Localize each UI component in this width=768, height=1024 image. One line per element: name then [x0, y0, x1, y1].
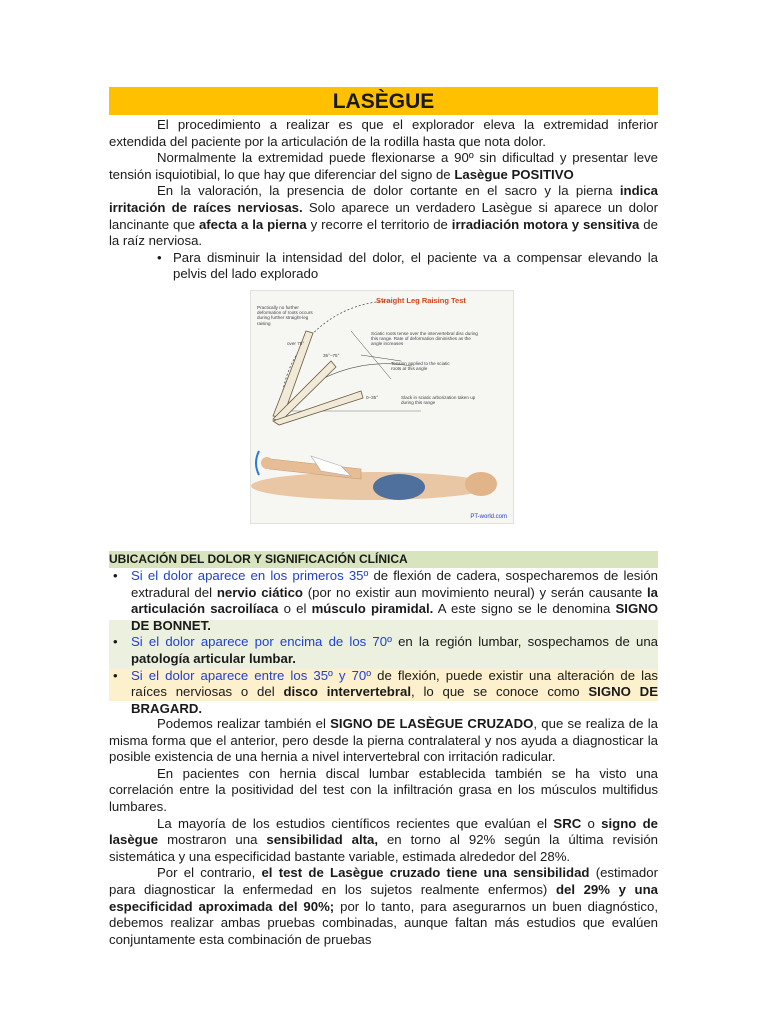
rotation-arrow	[256, 451, 259, 475]
figure-note-1: Practically no further deformation of roots occurs during further straight-leg raising	[257, 305, 313, 326]
page-title: LASÈGUE	[109, 87, 658, 115]
figure-credit: PT-world.com	[470, 514, 507, 520]
patient-body	[251, 472, 491, 500]
bullet-dot: •	[113, 667, 118, 683]
patient-shorts	[373, 474, 425, 500]
clinical-significance-section	[109, 551, 659, 716]
bullet-dot: •	[157, 249, 162, 265]
angle-label-35-75: 35°–75°	[323, 353, 340, 358]
figure-note-3: Tension applied to the sciatic roots at this angle	[391, 361, 450, 372]
angle-label-over-75: over 75°	[287, 341, 305, 346]
bottom-paragraph-3: La mayoría de los estudios científicos recientes que evalúan el SRC o signo de lasègue mostraron una sensibilidad alta, en torno al 92% según la última revisión sistemática y una especificidad bastante variable, estimada alrededor del 28%.	[109, 815, 658, 864]
list-item: • Si el dolor aparece en los primeros 35º de flexión de cadera, sospecharemos de lesión extradural del nervio ciático (por no existir aun movimiento neural) y serán causante la articulación sacroilíaca o el músculo piramidal. A este signo se le denomina SIGNO DE BONNET.	[113, 568, 659, 633]
section-header: UBICACIÓN DEL DOLOR Y SIGNIFICACIÓN CLÍNICA	[109, 551, 658, 568]
list-item: • Si el dolor aparece entre los 35º y 70º de flexión, puede existir una alteración de las raíces nerviosas o del disco intervertebral, lo que se conoce como SIGNO DE BRAGARD.	[113, 667, 658, 716]
figure-note-4: Slack in sciatic arborization taken up during this range	[401, 395, 476, 406]
intro-paragraph-1: El procedimiento a realizar es que el explorador eleva la extremidad inferior extendida del paciente por la articulación de la rodilla hasta que nota dolor.	[109, 117, 658, 149]
bottom-paragraph-2: En pacientes con hernia discal lumbar establecida también se ha visto una correlación entre la positividad del test con la infiltración grasa en los músculos multifidus lumbares.	[109, 765, 658, 814]
bottom-section	[109, 716, 658, 948]
list-item: • Si el dolor aparece por encima de los 70º en la región lumbar, sospechamos de una patología articular lumbar.	[113, 634, 658, 666]
figure-note-2: Sciatic roots tense over the intervertebral disc during this range. Rate of deformation diminishes as the angle increases	[371, 331, 478, 347]
patient-head	[465, 472, 497, 496]
intro-paragraph-3: En la valoración, la presencia de dolor cortante en el sacro y la pierna indica irritación de raíces nerviosas. Solo aparece un verdadero Lasègue si aparece un dolor lancinante que afecta a la pierna y recorre el territorio de irradiación motora y sensitiva de la raíz nerviosa.	[109, 183, 658, 249]
bottom-paragraph-4: Por el contrario, el test de Lasègue cruzado tiene una sensibilidad (estimador para diagnosticar la enfermedad en los sujetos realmente enfermos) del 29% y una especificidad aproximada del 90%; por lo tanto, para asegurarnos un buen diagnóstico, debemos realizar ambas pruebas combinadas, aunque faltan más estudios que evalúen conjuntamente esta combinación de pruebas	[109, 865, 658, 947]
figure-title: Straight Leg Raising Test	[376, 296, 466, 305]
intro-section	[109, 117, 658, 283]
bottom-paragraph-1: Podemos realizar también el SIGNO DE LASÈGUE CRUZADO, que se realiza de la misma forma que el anterior, pero desde la pierna contralateral y nos ayuda a diagnosticar la posible existencia de una hernia a nivel intervertebral con irritación radicular.	[109, 716, 658, 765]
patient-foot	[261, 457, 273, 469]
clinical-list	[109, 568, 658, 717]
bullet-dot: •	[113, 568, 118, 583]
straight-leg-raising-figure	[250, 290, 514, 524]
intro-bullet: • Para disminuir la intensidad del dolor, el paciente va a compensar elevando la pelvis del lado explorado	[157, 249, 658, 282]
intro-paragraph-2: Normalmente la extremidad puede flexionarse a 90º sin dificultad y presentar leve tensión isquiotibial, lo que hay que diferenciar del signo de Lasègue POSITIVO	[109, 150, 658, 182]
angle-label-0-35: 0–35°	[366, 395, 379, 400]
bullet-dot: •	[113, 634, 118, 650]
